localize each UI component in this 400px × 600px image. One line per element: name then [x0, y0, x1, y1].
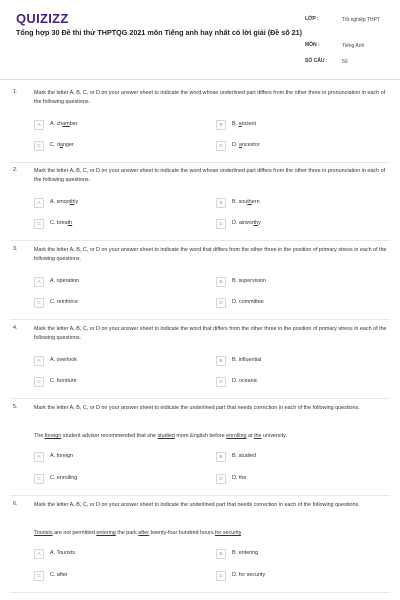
sentence-text: student advisor recommended that she: [61, 433, 158, 439]
question-text: Mark the letter A, B, C, or D on your answer sheet to indicate the underlined part that needs correction in each of the following questions.: [34, 502, 360, 508]
option-text: [50, 199, 78, 205]
option-letter-box[interactable]: B: [216, 549, 226, 559]
underlined-part: enrolling: [226, 433, 247, 439]
option-text-pre: B. entering: [232, 550, 259, 556]
question-text: Mark the letter A, B, C, or D on your answer sheet to indicate the word that differs from the other three in the position of primary stress in each of the following questions.: [34, 326, 387, 341]
question-divider: [10, 240, 390, 241]
option-letter-box[interactable]: B: [216, 452, 226, 462]
option-letter-box[interactable]: C: [34, 141, 44, 151]
option-letter-box[interactable]: A: [34, 277, 44, 287]
option-text-pre: B. supervision: [232, 278, 266, 284]
question-number: 6.: [13, 501, 18, 507]
option-text: [232, 475, 246, 481]
option-text: [232, 278, 266, 284]
option-text-pre: C. reinforce: [50, 299, 78, 305]
option-text: [232, 199, 260, 205]
option-text-pre: A. ch: [50, 121, 63, 127]
underlined-letters: a: [238, 121, 242, 127]
underlined-letters: a: [59, 142, 63, 148]
underlined-letters: th: [67, 220, 73, 226]
option-text: [232, 453, 256, 459]
option-text-pre: A. overlook: [50, 357, 77, 363]
option-text-post: y: [258, 220, 261, 226]
question-sentence: [34, 529, 390, 537]
option-text: [50, 142, 74, 148]
sentence-text: university.: [261, 433, 287, 439]
option-letter-box[interactable]: A: [34, 549, 44, 559]
option-letter-box[interactable]: A: [34, 452, 44, 462]
option-letter-box[interactable]: D: [216, 219, 226, 229]
meta-label: MÔN :: [305, 42, 320, 48]
option-text: [232, 572, 265, 578]
underlined-letters: am: [62, 121, 70, 127]
option-letter-box[interactable]: D: [216, 571, 226, 581]
option-text: [50, 378, 77, 384]
option-text-pre: C. enrolling: [50, 475, 78, 481]
option-text-pre: D. committee: [232, 299, 264, 305]
option-text-pre: B.: [232, 121, 239, 127]
option-text-pre: A. smoo: [50, 199, 70, 205]
option-text: [50, 550, 75, 556]
question-divider: [10, 398, 390, 399]
option-letter-box[interactable]: D: [216, 474, 226, 484]
question-number: 2.: [13, 167, 18, 173]
option-letter-box[interactable]: C: [34, 377, 44, 387]
question-sentence: [34, 432, 390, 440]
question-number: 3.: [13, 246, 18, 252]
worksheet-header: [0, 0, 400, 80]
option-letter-box[interactable]: B: [216, 277, 226, 287]
underlined-letters: th: [247, 199, 252, 205]
question-text: Mark the letter A, B, C, or D on your answer sheet to indicate the word that differs from the other three in the position of primary stress in each of the following questions.: [34, 247, 387, 262]
question-text: Mark the letter A, B, C, or D on your answer sheet to indicate the word whose underlined part differs from the other three in pronunciation in each of the following questions.: [34, 168, 386, 183]
sentence-text: The: [34, 433, 45, 439]
question-divider: [10, 319, 390, 320]
option-text-pre: A. foreign: [50, 453, 74, 459]
quizizz-logo: QUIZIZZ: [16, 11, 69, 26]
option-text-post: ncestor: [241, 142, 260, 148]
option-text-pre: B. sou: [232, 199, 248, 205]
option-text-pre: B. influential: [232, 357, 262, 363]
page-title: Tổng hợp 30 Đề thi thử THPTQG 2021 môn Tiếng anh hay nhất có lời giải (Đề số 21): [16, 28, 303, 37]
option-text-post: ern: [251, 199, 260, 205]
question-number: 4.: [13, 325, 18, 331]
option-text: [232, 378, 257, 384]
option-text-pre: C. brea: [50, 220, 68, 226]
underlined-letters: th: [69, 199, 75, 205]
sentence-text: .: [241, 530, 243, 536]
option-letter-box[interactable]: B: [216, 198, 226, 208]
underlined-part: foreign: [44, 433, 62, 439]
option-letter-box[interactable]: D: [216, 298, 226, 308]
underlined-part: Tourists: [34, 530, 53, 536]
option-text-pre: D. the: [232, 475, 247, 481]
option-text: [50, 220, 72, 226]
option-letter-box[interactable]: A: [34, 356, 44, 366]
sentence-text: at: [246, 433, 254, 439]
option-text: [232, 142, 260, 148]
option-text-post: nger: [62, 142, 74, 148]
option-text-pre: A. Tourists: [50, 550, 76, 556]
option-letter-box[interactable]: C: [34, 474, 44, 484]
option-text: [50, 357, 77, 363]
meta-label: LỚP :: [305, 16, 319, 22]
option-letter-box[interactable]: B: [216, 356, 226, 366]
option-text-pre: D. oceanic: [232, 378, 258, 384]
option-text-pre: B. studied: [232, 453, 256, 459]
option-text: [232, 121, 256, 127]
option-text-post: ncient: [241, 121, 256, 127]
option-letter-box[interactable]: A: [34, 120, 44, 130]
option-text: [50, 278, 79, 284]
question-number: 1.: [13, 89, 18, 95]
underlined-part: for security: [215, 530, 241, 536]
underlined-part: entering: [96, 530, 116, 536]
option-text-post: ly: [74, 199, 79, 205]
option-text: [232, 550, 258, 556]
option-letter-box[interactable]: C: [34, 298, 44, 308]
question-text: Mark the letter A, B, C, or D on your answer sheet to indicate the underlined part that needs correction in each of the following questions.: [34, 405, 360, 411]
question-divider: [10, 495, 390, 496]
option-text: [232, 299, 264, 305]
option-text-pre: D. airwor: [232, 220, 254, 226]
option-text: [50, 475, 77, 481]
option-text-pre: C. after: [50, 572, 68, 578]
question-divider: [10, 592, 390, 593]
option-text: [50, 299, 78, 305]
sentence-text: twenty-four hundred hours: [149, 530, 216, 536]
option-text: [50, 121, 78, 127]
option-text-pre: A. operation: [50, 278, 80, 284]
option-text: [232, 357, 261, 363]
option-letter-box[interactable]: B: [216, 120, 226, 130]
meta-label: SỐ CÂU :: [305, 58, 328, 64]
underlined-part: the: [254, 433, 262, 439]
option-letter-box[interactable]: C: [34, 219, 44, 229]
meta-value: 50: [342, 59, 348, 65]
option-letter-box[interactable]: D: [216, 377, 226, 387]
option-text-pre: C. furniture: [50, 378, 77, 384]
underlined-letters: a: [238, 142, 242, 148]
option-letter-box[interactable]: A: [34, 198, 44, 208]
question-text: Mark the letter A, B, C, or D on your answer sheet to indicate the word whose underlined part differs from the other three in pronunciation in each of the following questions.: [34, 90, 386, 105]
option-text: [232, 220, 261, 226]
underlined-part: studied: [157, 433, 175, 439]
question-divider: [10, 162, 390, 163]
option-text-pre: D.: [232, 142, 239, 148]
option-letter-box[interactable]: D: [216, 141, 226, 151]
option-text-post: ber: [69, 121, 78, 127]
question-number: 5.: [13, 404, 18, 410]
option-text: [50, 453, 73, 459]
underlined-letters: th: [253, 220, 259, 226]
option-text-pre: C. d: [50, 142, 60, 148]
underlined-part: after: [138, 530, 150, 536]
meta-value: Tốt nghiệp THPT: [342, 17, 380, 23]
option-letter-box[interactable]: C: [34, 571, 44, 581]
sentence-text: the park: [115, 530, 139, 536]
option-text: [50, 572, 68, 578]
sentence-text: are not permitted: [52, 530, 97, 536]
sentence-text: more English before: [174, 433, 227, 439]
option-text-pre: D. for security: [232, 572, 266, 578]
meta-value: Tiếng Anh: [342, 43, 365, 49]
